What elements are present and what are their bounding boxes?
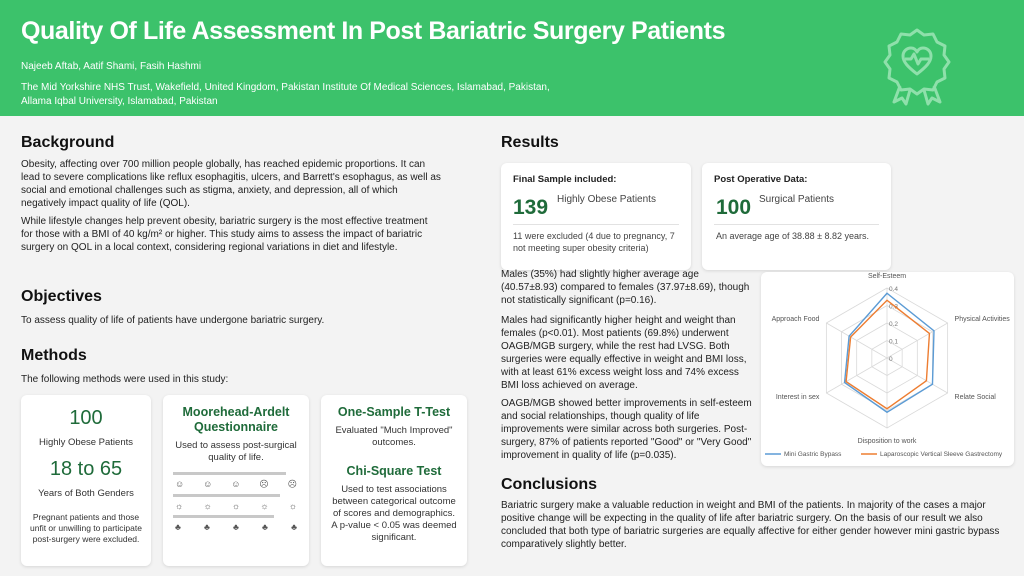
background-paragraph-2: While lifestyle changes help prevent obesity, bariatric surgery is the most effective treatment for those with a BMI of 40 kg/m² or higher. This study aims to assess the impact of bariatric surgery on QOL in a local context, considering regional variations in diet and lifestyle. (21, 216, 428, 253)
exclusion-note: Pregnant patients and those unfit or unwilling to participate post-surgery were excluded. (30, 512, 142, 544)
chi-square-desc: Used to test associations between categorical outcome of scores and demographics. A p-value < 0.05 was deemed significant. (331, 484, 457, 543)
methods-intro: The following methods were used in this study: (21, 374, 229, 385)
method-card-statistics (321, 395, 467, 566)
postop-note: An average age of 38.88 ± 8.82 years. (716, 231, 870, 241)
poster-header (0, 0, 1024, 116)
results-paragraph-2: Males had significantly higher height and weight than females (p<0.01). Most patients (69.8%) underwent OAGB/MGB surgery, while the rest had LVSG. Both surgeries were equally effective in weight and BMI loss, with at least 61% excess weight loss and 74% excess BMI loss achieved on average. (501, 315, 747, 391)
affiliations: The Mid Yorkshire NHS Trust, Wakefield, United Kingdom, Pakistan Institute Of Medical Sciences, Islamabad, Pakistan, Allama Iqbal University, Islamabad, Pakistan (21, 82, 550, 107)
final-sample-label: Highly Obese Patients (557, 194, 656, 205)
divider (513, 224, 679, 225)
method-card-population (21, 395, 151, 566)
objectives-text: To assess quality of life of patients have undergone bariatric surgery. (21, 315, 325, 326)
patient-count: 100 (69, 407, 103, 429)
method-card-questionnaire (163, 395, 309, 566)
patient-count-label: Highly Obese Patients (39, 437, 133, 448)
postop-label: Surgical Patients (759, 194, 835, 205)
final-sample-title: Final Sample included: (513, 174, 617, 185)
category-label: Relate Social (954, 394, 996, 401)
results-paragraph-3: OAGB/MGB showed better improvements in self-esteem and social relationships, though quality of life improvements were similar across both surgeries. Post-surgery, 87% of patients reported "Good" or "Very Good" improvement in quality of life (p=0.035). (501, 398, 752, 461)
tick-label: 0.4 (889, 286, 899, 293)
legend-label-1: Mini Gastric Bypass (784, 451, 842, 458)
legend-label-2: Laparoscopic Vertical Sleeve Gastrectomy (880, 451, 1003, 458)
tick-label: 0.1 (889, 338, 899, 346)
questionnaire-image: ☺ ☺ ☺ ☹ ☹ ☼ ☼ ☼ ☼ ☼ ♣ ♣ ♣ ♣ ♣ (173, 469, 299, 559)
postop-title: Post Operative Data: (714, 174, 808, 185)
category-label: Interest in sex (775, 394, 820, 401)
category-label: Physical Activities (954, 316, 1010, 323)
award-heart-icon (878, 26, 956, 106)
questionnaire-title: Moorehead-Ardelt Questionnaire (182, 405, 290, 434)
results-paragraph-1: Males (35%) had slightly higher average age (40.57±8.93) compared to females (37.97±8.69), though not statistically significant (p=0.16). (501, 269, 750, 306)
series-line-1 (845, 293, 934, 412)
questionnaire-desc: Used to assess post-surgical quality of life. (175, 440, 297, 463)
final-sample-number: 139 (513, 196, 549, 219)
postop-number: 100 (716, 196, 752, 219)
radar-chart (761, 272, 1014, 466)
conclusions-heading: Conclusions (501, 476, 598, 493)
final-sample-card (501, 163, 691, 270)
final-sample-note: 11 were excluded (4 due to pregnancy, 7 not meeting super obesity criteria) (513, 231, 675, 253)
postop-card (702, 163, 891, 270)
poster-title: Quality Of Life Assessment In Post Bariatric Surgery Patients (21, 17, 726, 45)
chi-square-title: Chi-Square Test (346, 464, 442, 478)
results-heading: Results (501, 134, 559, 151)
category-label: Approach Food (771, 316, 820, 323)
radar-chart-card (761, 272, 1014, 466)
methods-heading: Methods (21, 347, 87, 364)
conclusions-text: Bariatric surgery make a valuable reduction in weight and BMI of the patients. In majority of the cases a major positive change will be expecting in the quality of life after bariatric surgery. On the basis of our result we also concluded that both type of bariatric surgeries are equally affective for either gender however mini gastric bypass comparatively slightly better. (501, 500, 1000, 550)
background-heading: Background (21, 134, 115, 151)
t-test-desc: Evaluated "Much Improved" outcomes. (335, 425, 453, 448)
age-range: 18 to 65 (49, 458, 123, 480)
divider (714, 224, 879, 225)
objectives-heading: Objectives (21, 288, 102, 305)
t-test-title: One-Sample T-Test (337, 405, 451, 419)
category-label: Self-Esteem (867, 273, 907, 280)
background-paragraph-1: Obesity, affecting over 700 million people globally, has reached epidemic proportions. It can lead to severe complications like reflux esophagitis, ulcers, and Barrett's esophagus, as well as social and emotional challenges such as stigma, anxiety, and depression, all of which negatively impact quality of life (QOL). (21, 159, 441, 209)
poster-body (0, 116, 1024, 576)
tick-label: 0 (889, 356, 893, 363)
authors: Najeeb Aftab, Aatif Shami, Fasih Hashmi (21, 61, 202, 72)
age-range-label: Years of Both Genders (38, 488, 134, 499)
tick-label: 0.2 (889, 321, 899, 328)
tick-label: 0.3 (889, 303, 899, 311)
category-label: Disposition to work (857, 438, 917, 445)
